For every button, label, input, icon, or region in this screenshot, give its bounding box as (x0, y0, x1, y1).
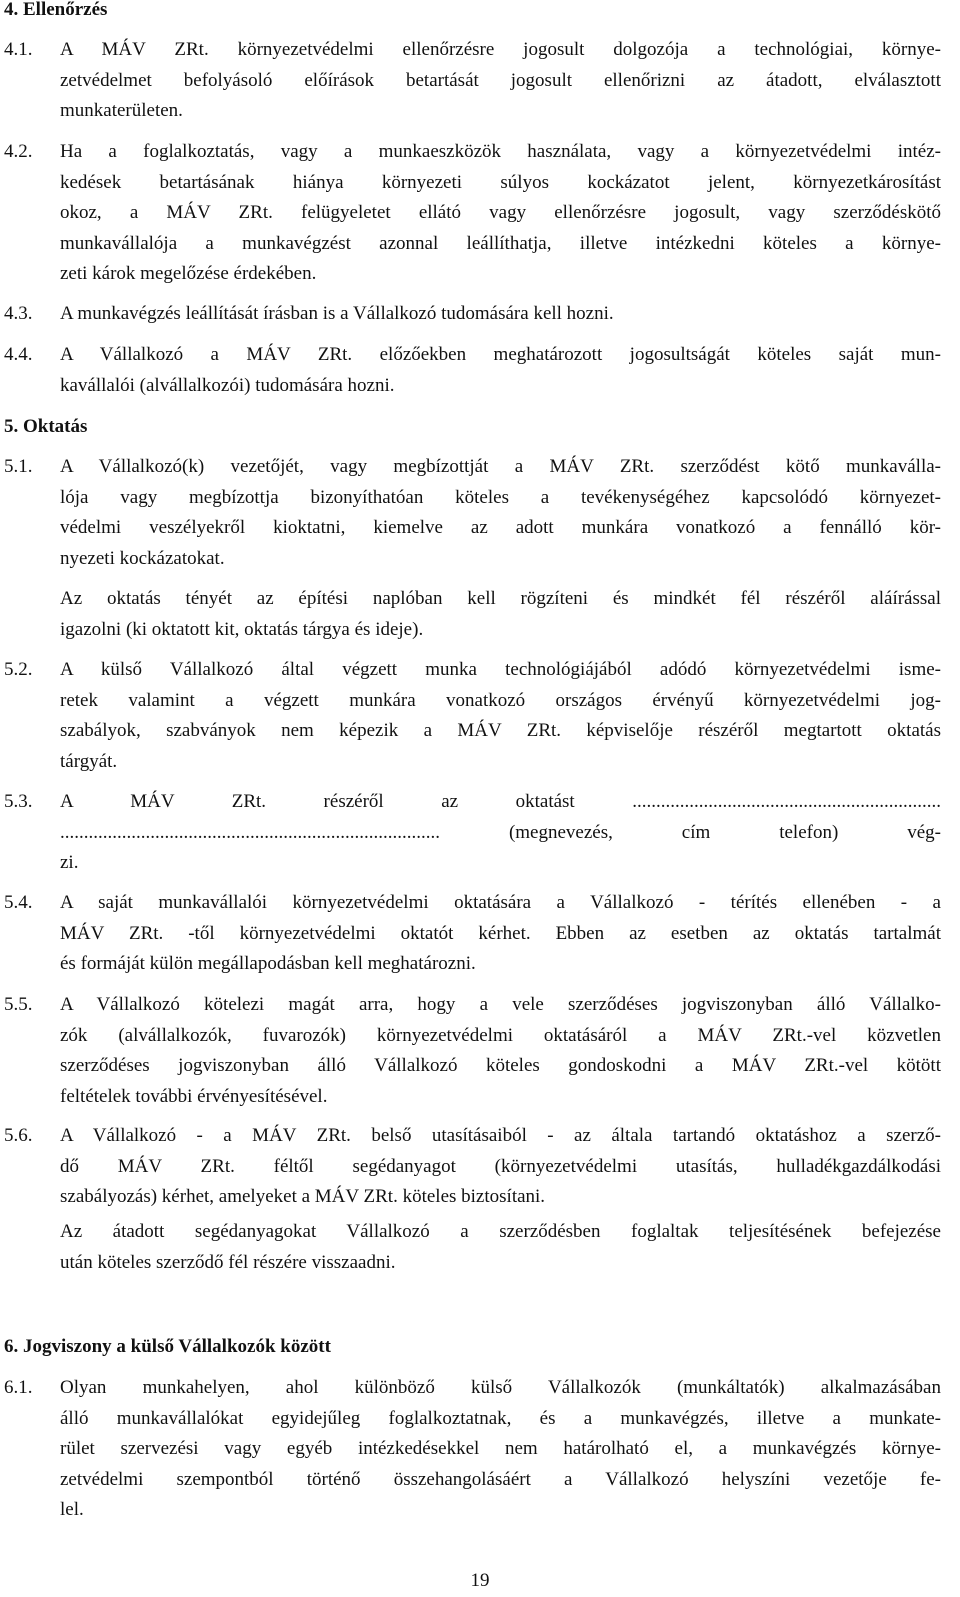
item-text (60, 340, 941, 401)
text-line: után köteles szerződő fél részére visszaadni. (60, 1251, 396, 1273)
text-line: Az oktatás tényét az építési naplóban kell rögzíteni és mindkét fél részéről aláírással (60, 588, 941, 609)
text-line: lel. (60, 1499, 84, 1520)
text-line: szabályozás) kérhet, amelyeket a MÁV ZRt. köteles biztosítani. (60, 1186, 546, 1207)
text-line: munkaterületen. (60, 100, 183, 121)
page-number: 19 (470, 1570, 490, 1591)
text-line: A saját munkavállalói környezetvédelmi oktatására a Vállalkozó - térítés ellenében - a (60, 892, 941, 913)
item-text (60, 1217, 941, 1278)
item-text (60, 35, 941, 127)
text-line: A munkavégzés leállítását írásban is a Vállalkozó tudomására kell hozni. (60, 303, 614, 324)
text-line: retek valamint a végzett munkára vonatkozó országos érvényű környezetvédelmi jog- (60, 689, 941, 711)
item-text (60, 787, 941, 879)
text-line: feltételek további érvényesítésével. (60, 1085, 328, 1107)
item-number: 4.3. (4, 303, 33, 324)
text-line: zetvédelmet befolyásoló előírások betartását jogosult ellenőrizni az átadott, elválasztott (60, 69, 941, 91)
text-line: zetvédelmi szempontból történő összehangolásáért a Vállalkozó helyszíni vezetője fe- (60, 1468, 941, 1490)
item-text (60, 299, 941, 330)
item-number: 4.4. (4, 344, 33, 365)
text-line: A MÁV ZRt. környezetvédelmi ellenőrzésre jogosult dolgozója a technológiai, környe- (60, 39, 941, 60)
text-line: kavállalói (alvállalkozói) tudomására hozni. (60, 374, 395, 396)
item-number: 5.4. (4, 892, 33, 913)
text-line: okoz, a MÁV ZRt. felügyeletet ellátó vagy ellenőrzésre jogosult, vagy szerződéskötő (60, 202, 941, 223)
text-line: A MÁV ZRt. részéről az oktatást ................................................................. (60, 791, 941, 812)
item-text (60, 452, 941, 574)
text-line: A Vállalkozó kötelezi magát arra, hogy a vele szerződéses jogviszonyban álló Vállalko- (60, 994, 941, 1015)
item-number: 6.1. (4, 1377, 33, 1398)
text-line: zi. (60, 852, 79, 873)
item-number: 5.5. (4, 994, 33, 1015)
item-number: 5.2. (4, 659, 33, 680)
item-text (60, 137, 941, 290)
text-line: A Vállalkozó a MÁV ZRt. előzőekben meghatározott jogosultságát köteles saját mun- (60, 344, 941, 365)
text-line: A külső Vállalkozó által végzett munka technológiájából adódó környezetvédelmi isme- (60, 659, 941, 680)
item-text (60, 888, 941, 980)
text-line: tárgyát. (60, 750, 118, 772)
text-line: zók (alvállalkozók, fuvarozók) környezetvédelmi oktatásáról a MÁV ZRt.-vel közvetlen (60, 1024, 941, 1046)
text-line: rület szervezési vagy egyéb intézkedésekkel nem határolható el, a munkavégzés környe- (60, 1438, 941, 1459)
section-4-heading: 4. Ellenőrzés (4, 0, 108, 20)
text-line: és formáját külön megállapodásban kell meghatározni. (60, 953, 476, 974)
text-line: szerződéses jogviszonyban álló Vállalkozó köteles gondoskodni a MÁV ZRt.-vel kötött (60, 1055, 941, 1076)
item-text (60, 990, 941, 1112)
item-number: 4.1. (4, 39, 33, 60)
text-line: lója vagy megbízottja bizonyíthatóan köteles a tevékenységéhez kapcsolódó környezet- (60, 486, 941, 508)
text-line: igazolni (ki oktatott kit, oktatás tárgya és ideje). (60, 618, 424, 640)
text-line: ................................................................................ (megnevezés, cím telefon) vég- (60, 821, 941, 843)
text-line: nyezeti kockázatokat. (60, 547, 225, 569)
text-line: munkavállalója a munkavégzést azonnal leállíthatja, illetve intézkedni köteles a környe- (60, 232, 941, 254)
text-line: dő MÁV ZRt. féltől segédanyagot (környezetvédelmi utasítás, hulladékgazdálkodási (60, 1155, 941, 1177)
text-line: álló munkavállalókat egyidejűleg foglalkoztatnak, és a munkavégzés, illetve a munkate- (60, 1407, 941, 1429)
text-line: Olyan munkahelyen, ahol különböző külső Vállalkozók (munkáltatók) alkalmazásában (60, 1377, 941, 1398)
text-line: kedések betartásának hiánya környezeti súlyos kockázatot jelent, környezetkárosítást (60, 171, 941, 193)
text-line: A Vállalkozó(k) vezetőjét, vagy megbízottját a MÁV ZRt. szerződést kötő munkaválla- (60, 456, 941, 477)
text-line: Az átadott segédanyagokat Vállalkozó a szerződésben foglaltak teljesítésének befejezése (60, 1221, 941, 1242)
item-text (60, 1121, 941, 1213)
section-6-heading: 6. Jogviszony a külső Vállalkozók között (4, 1336, 331, 1357)
text-line: A Vállalkozó - a MÁV ZRt. belső utasításaiból - az általa tartandó oktatáshoz a szerző- (60, 1125, 941, 1146)
text-line: MÁV ZRt. -től környezetvédelmi oktatót kérhet. Ebben az esetben az oktatás tartalmát (60, 922, 941, 944)
text-line: zeti károk megelőzése érdekében. (60, 263, 317, 284)
item-text (60, 1373, 941, 1526)
item-number: 5.3. (4, 791, 33, 812)
text-line: Ha a foglalkoztatás, vagy a munkaeszközök használata, vagy a környezetvédelmi intéz- (60, 141, 941, 162)
item-number: 4.2. (4, 141, 33, 162)
item-text (60, 655, 941, 777)
item-text (60, 584, 941, 645)
item-number: 5.1. (4, 456, 33, 477)
item-number: 5.6. (4, 1125, 33, 1146)
section-5-heading: 5. Oktatás (4, 416, 88, 437)
text-line: védelmi veszélyekről kioktatni, kiemelve az adott munkára vonatkozó a fennálló kör- (60, 517, 941, 538)
text-line: szabályok, szabványok nem képezik a MÁV ZRt. képviselője részéről megtartott oktatás (60, 720, 941, 741)
